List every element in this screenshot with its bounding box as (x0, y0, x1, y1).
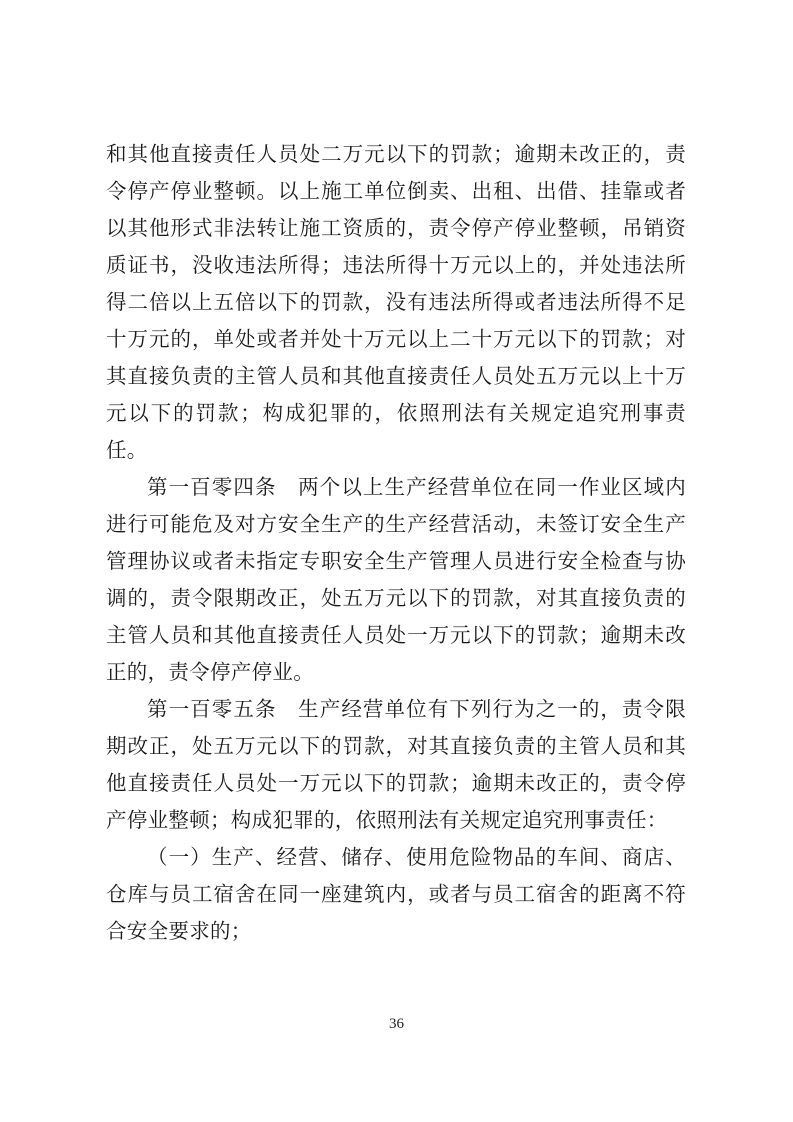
page-number: 36 (389, 1016, 404, 1032)
paragraph-article-105-item-1: （一）生产、经营、储存、使用危险物品的车间、商店、仓库与员工宿舍在同一座建筑内，或者与员工宿舍的距离不符合安全要求的； (106, 845, 686, 943)
paragraph-article-104: 第一百零四条 两个以上生产经营单位在同一作业区域内进行可能危及对方安全生产的生产经营活动，未签订安全生产管理协议或者未指定专职安全生产管理人员进行安全检查与协调的，责令限期改正，处五万元以下的罚款，对其直接负责的主管人员和其他直接责任人员处一万元以下的罚款；逾期未改正的，责令停产停业。 (106, 475, 686, 684)
document-body (106, 136, 686, 950)
paragraph-continued: 和其他直接责任人员处二万元以下的罚款；逾期未改正的，责令停产停业整顿。以上施工单位倒卖、出租、出借、挂靠或者以其他形式非法转让施工资质的，责令停产停业整顿，吊销资质证书，没收违法所得；违法所得十万元以上的，并处违法所得二倍以上五倍以下的罚款，没有违法所得或者违法所得不足十万元的，单处或者并处十万元以上二十万元以下的罚款；对其直接负责的主管人员和其他直接责任人员处五万元以上十万元以下的罚款；构成犯罪的，依照刑法有关规定追究刑事责任。 (106, 142, 686, 462)
paragraph-article-105: 第一百零五条 生产经营单位有下列行为之一的，责令限期改正，处五万元以下的罚款，对其直接负责的主管人员和其他直接责任人员处一万元以下的罚款；逾期未改正的，责令停产停业整顿；构成犯罪的，依照刑法有关规定追究刑事责任： (106, 697, 686, 832)
